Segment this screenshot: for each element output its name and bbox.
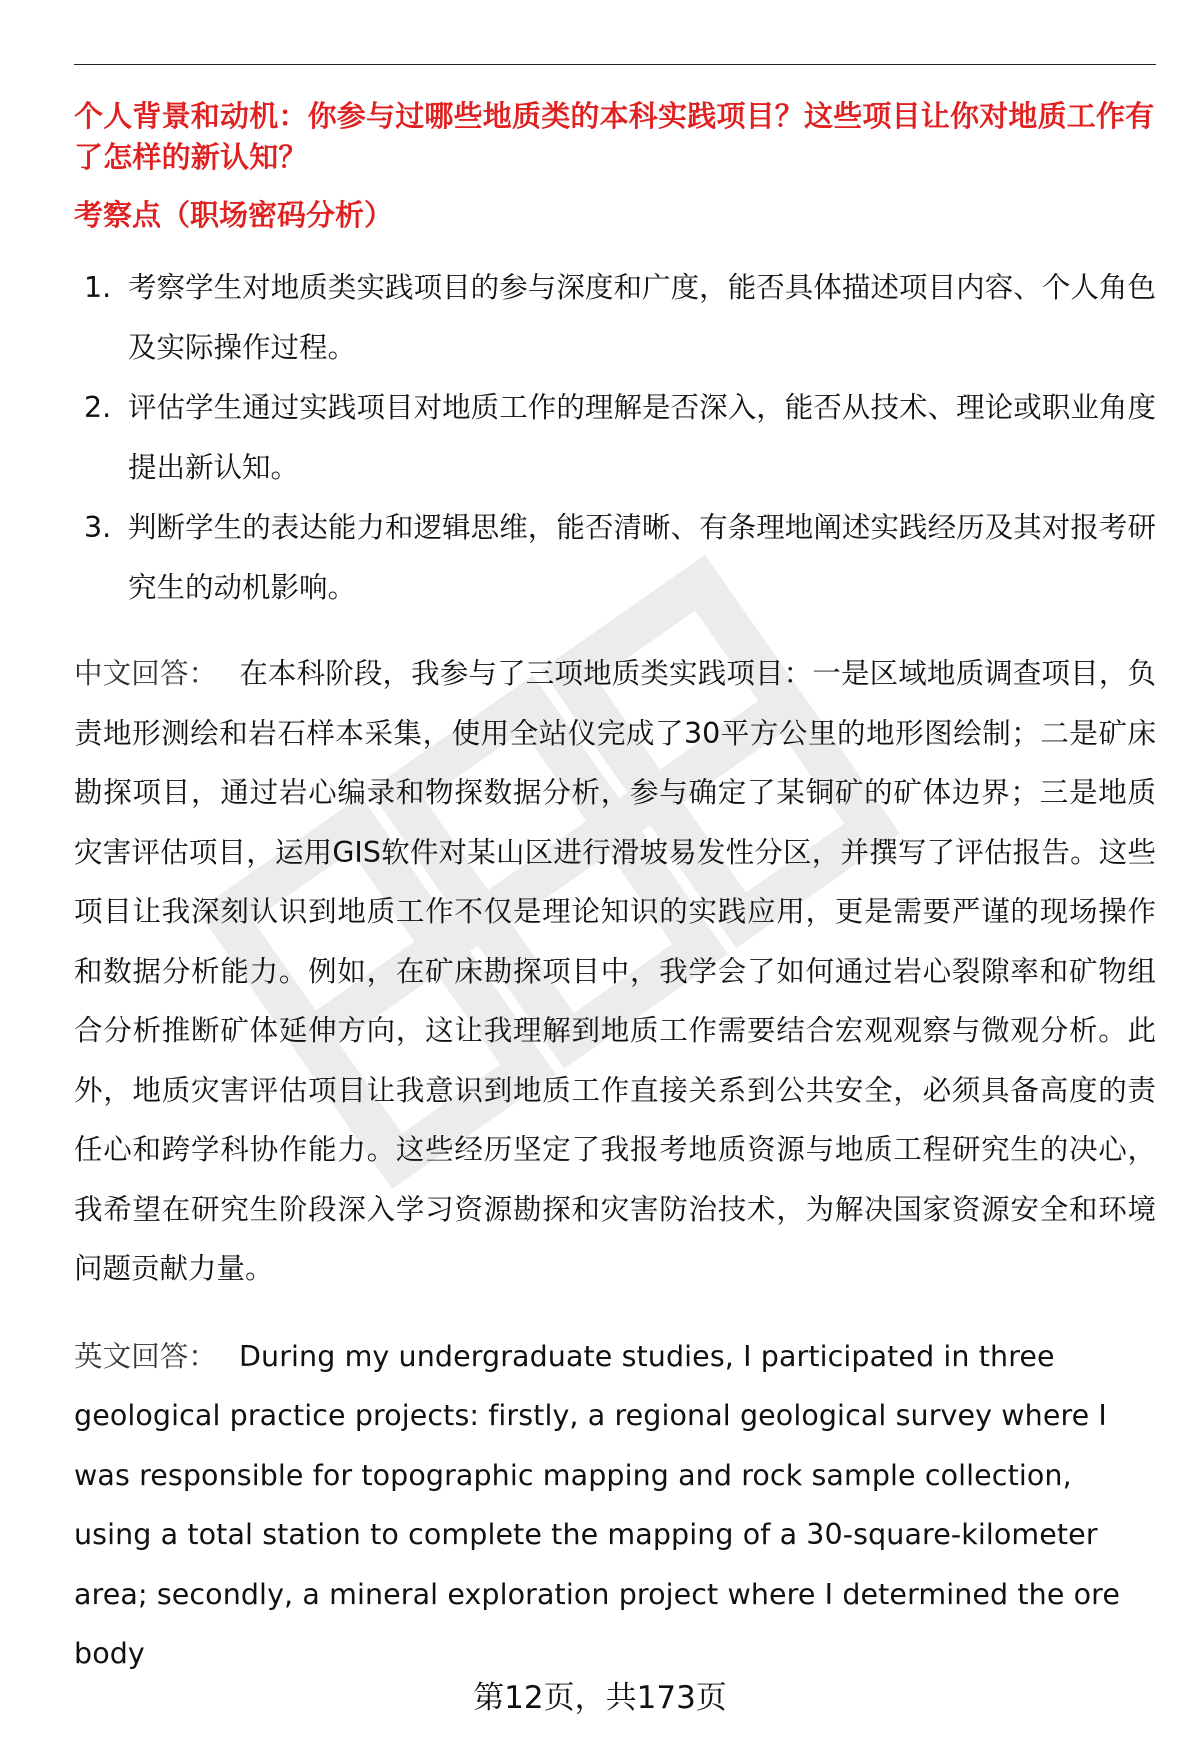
english-answer [74,1327,1156,1684]
list-item-number: 1. [84,271,112,304]
main-content [74,96,1156,1684]
chinese-answer-label: 中文回答： [74,657,218,690]
page-number: 第12页，共173页 [473,1680,727,1716]
section-title: 考察点（职场密码分析） [74,198,394,232]
list-item [74,258,1156,378]
list-item-text: 判断学生的表达能力和逻辑思维，能否清晰、有条理地阐述实践经历及其对报考研究生的动机影响。 [128,511,1156,604]
list-item [74,378,1156,498]
list-item-text: 考察学生对地质类实践项目的参与深度和广度，能否具体描述项目内容、个人角色及实际操作过程。 [128,271,1156,364]
list-item-text: 评估学生通过实践项目对地质工作的理解是否深入，能否从技术、理论或职业角度提出新认知。 [128,391,1156,484]
assessment-points-list [74,258,1156,618]
header-rule [74,64,1156,65]
list-item-number: 3. [84,511,112,544]
chinese-answer [74,644,1156,1299]
list-item-number: 2. [84,391,112,424]
chinese-answer-text: 在本科阶段，我参与了三项地质类实践项目：一是区域地质调查项目，负责地形测绘和岩石样本采集，使用全站仪完成了30平方公里的地形图绘制；二是矿床勘探项目，通过岩心编录和物探数据分析，参与确定了某铜矿的矿体边界；三是地质灾害评估项目，运用GIS软件对某山区进行滑坡易发性分区，并撰写了评估报告。这些项目让我深刻认识到地质工作不仅是理论知识的实践应用，更是需要严谨的现场操作和数据分析能力。例如，在矿床勘探项目中，我学会了如何通过岩心裂隙率和矿物组合分析推断矿体延伸方向，这让我理解到地质工作需要结合宏观观察与微观分析。此外，地质灾害评估项目让我意识到地质工作直接关系到公共安全，必须具备高度的责任心和跨学科协作能力。这些经历坚定了我报考地质资源与地质工程研究生的决心，我希望在研究生阶段深入学习资源勘探和灾害防治技术，为解决国家资源安全和环境问题贡献力量。 [74,657,1156,1285]
list-item [74,498,1156,618]
english-answer-label: 英文回答： [74,1339,218,1373]
english-answer-text: During my undergraduate studies, I participated in three geological practice projects: firstly, a regional geological survey where I was responsible for topographic mapping and rock sample collection, using a total station to complete the mapping of a 30-square-kilometer area; secondly, a mineral exploration project where I determined the ore body [74,1339,1121,1670]
question-heading: 个人背景和动机：你参与过哪些地质类的本科实践项目？这些项目让你对地质工作有了怎样的新认知？ [74,99,1155,174]
